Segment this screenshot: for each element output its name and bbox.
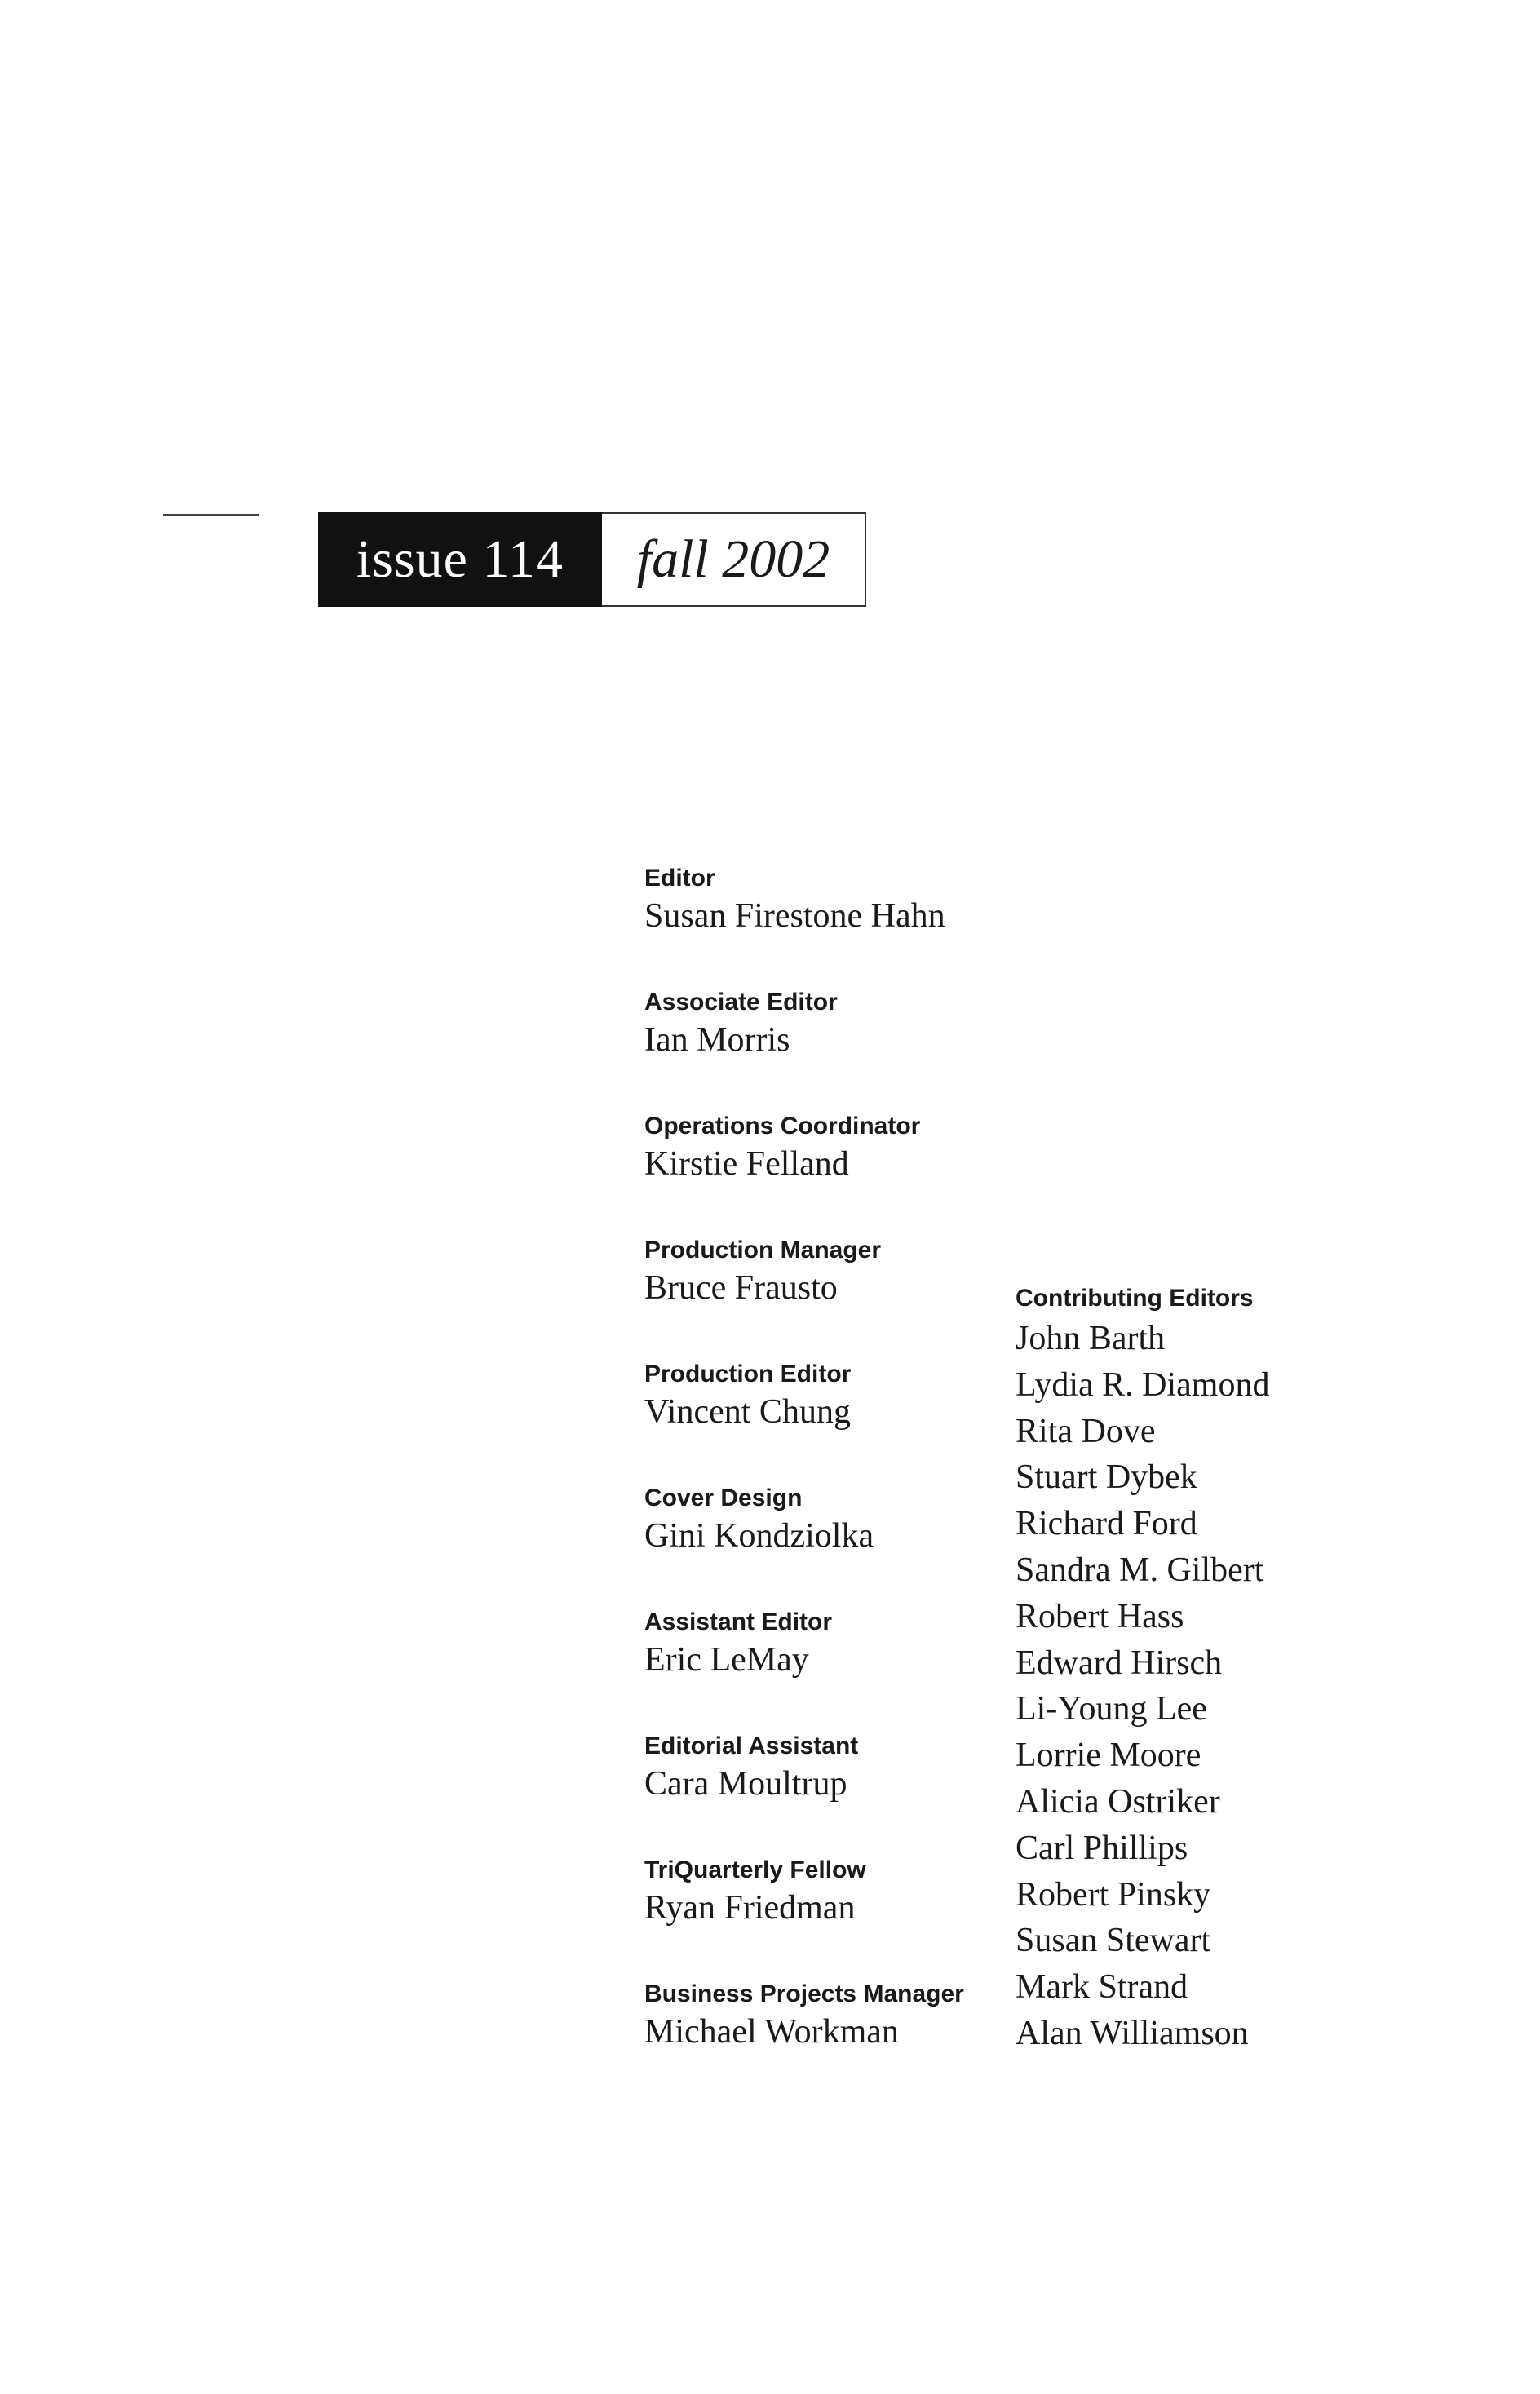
contributor-name: Stuart Dybek <box>1016 1458 1197 1497</box>
contributor-name: Lydia R. Diamond <box>1016 1365 1270 1404</box>
masthead-entry <box>644 1855 1020 1979</box>
role-label: Production Manager <box>644 1237 882 1263</box>
role-label: Associate Editor <box>644 989 838 1016</box>
role-label: Assistant Editor <box>644 1609 833 1635</box>
staff-name: Ian Morris <box>644 1021 790 1059</box>
masthead-entry <box>644 863 1020 987</box>
issue-number: issue 114 <box>318 512 602 607</box>
contributing-list <box>1016 1316 1505 2057</box>
issue-season: fall 2002 <box>602 512 866 607</box>
contributor-name: Robert Hass <box>1016 1597 1184 1635</box>
staff-name: Bruce Frausto <box>644 1269 838 1307</box>
masthead-entry <box>644 1607 1020 1731</box>
masthead-entry <box>644 1111 1020 1235</box>
contributor-name: John Barth <box>1016 1320 1166 1357</box>
contributor-name: Mark Strand <box>1016 1968 1188 2007</box>
role-label: Editorial Assistant <box>644 1732 859 1759</box>
contributor-name: Edward Hirsch <box>1016 1644 1223 1682</box>
staff-name: Kirstie Felland <box>644 1145 849 1183</box>
masthead <box>644 863 1020 2103</box>
staff-name: Michael Workman <box>644 2013 899 2051</box>
issue-banner <box>318 512 866 607</box>
masthead-entry <box>644 1359 1020 1483</box>
role-label: Editor <box>644 865 715 892</box>
role-label: Cover Design <box>644 1485 803 1511</box>
masthead-entry <box>644 1731 1020 1855</box>
staff-name: Vincent Chung <box>644 1393 851 1431</box>
contributor-name: Sandra M. Gilbert <box>1016 1551 1264 1589</box>
staff-name: Susan Firestone Hahn <box>644 897 945 935</box>
staff-name: Cara Moultrup <box>644 1765 847 1803</box>
masthead-entry <box>644 1483 1020 1607</box>
role-label: Business Projects Manager <box>644 1980 964 2007</box>
masthead-entry <box>644 987 1020 1111</box>
contributor-name: Susan Stewart <box>1016 1922 1211 1960</box>
contributor-name: Alicia Ostriker <box>1016 1782 1220 1821</box>
decorative-rule <box>163 514 259 516</box>
contributing-editors <box>1016 1283 1505 2057</box>
contributor-name: Richard Ford <box>1016 1505 1197 1543</box>
contributor-name: Li-Young Lee <box>1016 1690 1207 1728</box>
role-label: Operations Coordinator <box>644 1113 921 1139</box>
contributor-name: Carl Phillips <box>1016 1829 1188 1867</box>
staff-name: Gini Kondziolka <box>644 1517 874 1555</box>
staff-name: Eric LeMay <box>644 1641 809 1679</box>
staff-name: Ryan Friedman <box>644 1889 856 1927</box>
contributor-name: Rita Dove <box>1016 1412 1156 1450</box>
contributor-name: Lorrie Moore <box>1016 1737 1201 1775</box>
masthead-entry <box>644 1235 1020 1359</box>
role-label: Production Editor <box>644 1361 852 1387</box>
contributor-name: Robert Pinsky <box>1016 1875 1211 1914</box>
contributor-name: Alan Williamson <box>1016 2014 1249 2052</box>
masthead-entry <box>644 1979 1020 2103</box>
contributing-heading: Contributing Editors <box>1016 1285 1254 1312</box>
role-label: TriQuarterly Fellow <box>644 1856 866 1883</box>
